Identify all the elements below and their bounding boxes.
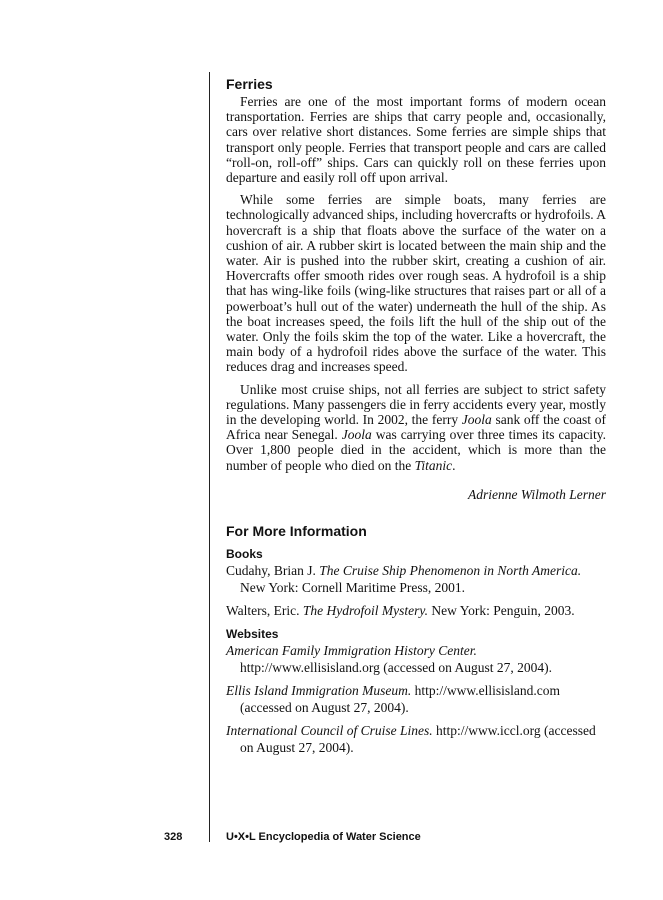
website-title: American Family Immigration History Center. (226, 642, 477, 658)
margin-rule (209, 72, 210, 842)
website-reference (226, 682, 606, 716)
paragraph-3-text-c: was carrying over three times its capacity. Over 1,800 people died in the accident, which is more than the number of people who died on the (226, 427, 606, 473)
section-heading-more-info: For More Information (226, 522, 367, 539)
website-url: http://www.iccl.org (accessed on August 27, 2004). (240, 722, 596, 755)
book-reference (226, 562, 606, 596)
paragraph-3-text-b: sank off the coast of Africa near Senegal. (226, 412, 606, 443)
book-publisher: New York: Cornell Maritime Press, 2001. (240, 579, 465, 595)
author-byline: Adrienne Wilmoth Lerner (468, 486, 606, 502)
book-publisher: New York: Penguin, 2003. (428, 602, 575, 618)
book-author: Cudahy, Brian J. (226, 562, 320, 578)
page-content (226, 76, 606, 762)
page-number: 328 (164, 831, 183, 843)
footer-book-title: U•X•L Encyclopedia of Water Science (226, 831, 421, 843)
subheading-websites: Websites (226, 626, 279, 641)
website-reference (226, 722, 606, 756)
website-url: http://www.ellisisland.com (accessed on August 27, 2004). (240, 682, 560, 715)
subheading-books: Books (226, 546, 263, 561)
website-url: http://www.ellisisland.org (accessed on August 27, 2004). (240, 659, 552, 675)
paragraph-3-text-a: Unlike most cruise ships, not all ferries are subject to strict safety regulations. Many passengers die in ferry accidents every year, mostly in the developing world. In 2002, the ferry (226, 381, 606, 428)
website-title: Ellis Island Immigration Museum. (226, 682, 412, 698)
book-title: The Hydrofoil Mystery. (302, 602, 428, 618)
paragraph-3 (226, 382, 606, 473)
website-title: International Council of Cruise Lines. (226, 722, 433, 738)
ship-name-titanic: Titanic (414, 457, 453, 473)
ship-name-joola: Joola (461, 412, 492, 428)
book-reference (226, 602, 606, 619)
paragraph-1: Ferries are one of the most important forms of modern ocean transportation. Ferries are ships that carry people and, occasionally, cars over relative short distances. Some ferries are simple ships that transport only people. Ferries that transport people and cars are called “roll-on, roll-off” ships. Cars can quickly roll on these ferries upon departure and easily roll off upon arrival. (226, 94, 606, 186)
ship-name-joola-2: Joola (341, 427, 372, 443)
website-reference (226, 642, 606, 676)
book-title: The Cruise Ship Phenomenon in North America. (319, 562, 582, 578)
paragraph-2: While some ferries are simple boats, many ferries are technologically advanced ships, including hovercrafts or hydrofoils. A hovercraft is a ship that floats above the surface of the water on a cushion of air. A rubber skirt is located between the main ship and the water. Air is pushed into the rubber skirt, creating a cushion of air. Hovercrafts offer smooth rides over rough seas. A hydrofoil is a ship that has wing-like foils (wing-like structures that raises part or all of a powerboat’s hull out of the water) underneath the hull of the ship. As the boat increases speed, the foils lift the hull of the ship out of the water. Only the foils skim the top of the water. Like a hovercraft, the main body of a hydrofoil rides above the surface of the water. This reduces drag and increases speed. (226, 192, 606, 375)
book-author: Walters, Eric. (226, 602, 303, 618)
paragraph-3-text-d: . (452, 457, 456, 473)
section-heading-ferries: Ferries (226, 76, 273, 92)
